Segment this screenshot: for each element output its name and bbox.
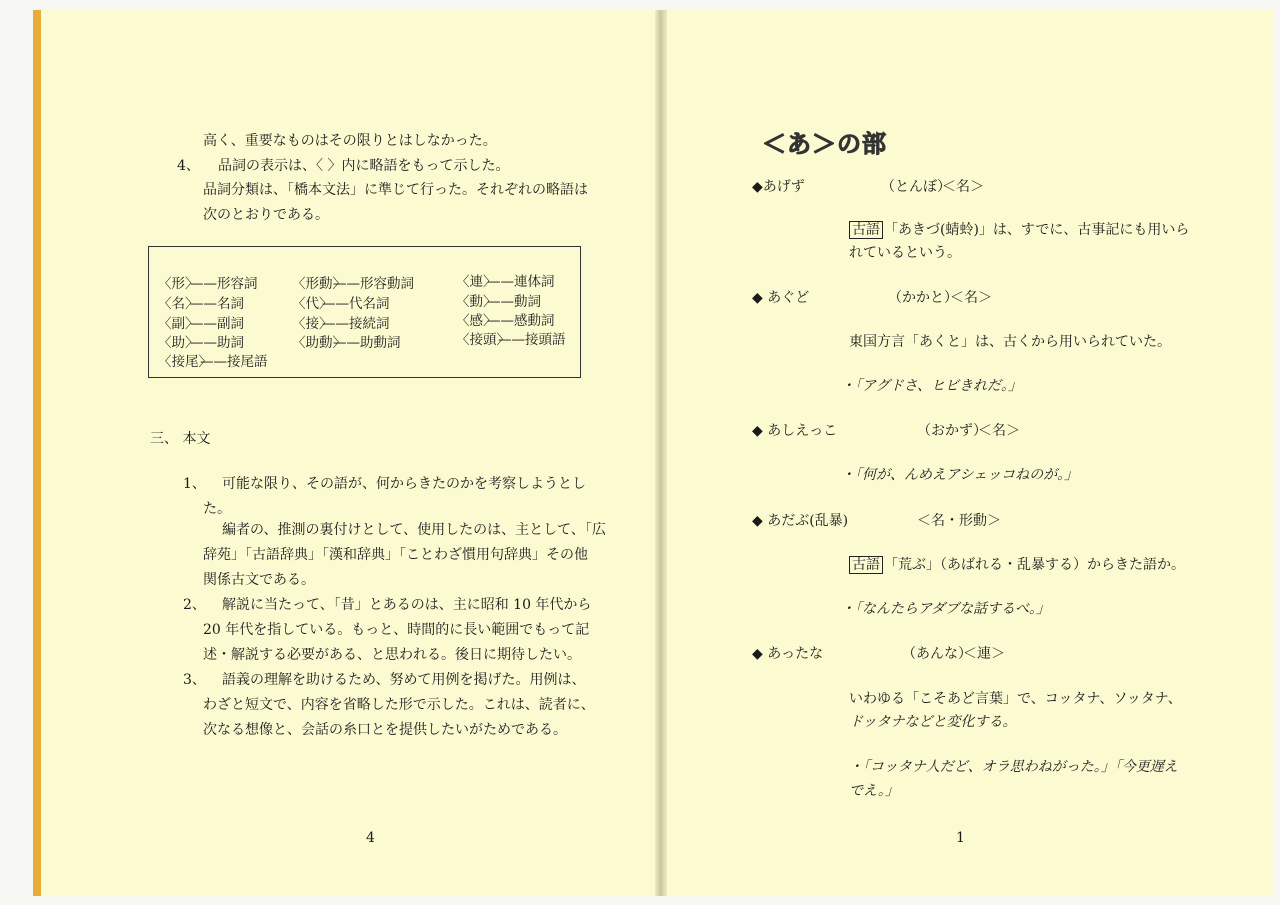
abbr-label: 〈助〉 (158, 335, 199, 351)
abbr-meaning: ——接頭語 (498, 332, 566, 348)
entry-example: でえ。」 (849, 783, 899, 799)
paragraph-line: 解説に当たって、「昔」とあるのは、主に昭和 10 年代から (222, 597, 592, 613)
entry-reading: （かかと） (888, 290, 958, 306)
entry-pos: ＜名＞ (950, 290, 992, 306)
entry-pos: ＜名＞ (978, 423, 1020, 439)
paragraph-line: わざと短文で、内容を省略した形で示した。これは、読者に、 (203, 697, 595, 713)
paragraph-line: 編者の、推測の裏付けとして、使用したのは、主として、「広 (222, 522, 606, 538)
abbr-label: 〈助動〉 (292, 335, 346, 351)
item-number: 2、 (183, 597, 206, 613)
section-heading: 三、 本文 (150, 431, 211, 447)
abbr-label: 〈代〉 (292, 296, 333, 312)
abbr-label: 〈動〉 (456, 294, 497, 310)
abbr-label: 〈感〉 (456, 313, 497, 329)
abbr-meaning: ——形容詞 (190, 276, 258, 292)
entry-explanation: ドッタナなどと変化する。 (849, 714, 1017, 730)
paragraph-line: 関係古文である。 (203, 572, 315, 588)
abbr-label: 〈連〉 (456, 274, 497, 290)
entry-explanation: 東国方言「あくと」は、古くから用いられていた。 (849, 334, 1171, 350)
abbr-label: 〈接〉 (292, 316, 333, 332)
book-gutter (655, 10, 667, 896)
abbr-meaning: ——接続詞 (322, 316, 390, 332)
entry-example: ・「コッタナ人だど、オラ思わねがった。」「今更遅え (849, 759, 1178, 775)
entry-headword: ◆あげず (752, 179, 805, 195)
entry-headword: ◆ あしえっこ (752, 423, 838, 439)
abbr-meaning: ——接尾語 (200, 354, 268, 370)
paragraph-line: 可能な限り、その語が、何からきたのかを考察しようとし (222, 476, 586, 492)
abbr-label: 〈形〉 (158, 276, 199, 292)
item-number: 1、 (183, 476, 206, 492)
abbr-meaning: ——助詞 (190, 335, 244, 351)
abbr-meaning: ——感動詞 (487, 313, 555, 329)
entry-headword: ◆ あぐど (752, 290, 810, 306)
abbr-label: 〈形動〉 (292, 276, 346, 292)
entry-explanation: いわゆる「こそあど言葉」で、コッタナ、ソッタナ、 (849, 691, 1182, 707)
entry-example: ・「なんたらアダブな話するべ。」 (841, 601, 1051, 617)
abbr-label: 〈副〉 (158, 316, 199, 332)
item-number: 3、 (183, 672, 206, 688)
entry-example: ・「何が、んめえアシェッコねのが。」 (841, 467, 1079, 483)
item4-text: 品詞の表示は、〈 〉内に略語をもって示した。 (218, 158, 510, 174)
entry-example: ・「アグドさ、ヒビきれだ。」 (841, 378, 1023, 394)
page-number: 1 (956, 830, 965, 846)
entry-headword: ◆ あったな (752, 646, 824, 662)
intro-line: 高く、重要なものはその限りとはしなかった。 (203, 133, 497, 149)
entry-pos: ＜名＞ (942, 179, 984, 195)
section-title: ＜あ＞の部 (762, 129, 887, 158)
kogo-tag: 古語 (849, 219, 883, 239)
abbr-label: 〈接尾〉 (158, 354, 212, 370)
item4-number: 4、 (177, 158, 200, 174)
abbr-meaning: ——名詞 (190, 296, 244, 312)
abbr-meaning: ——動詞 (487, 294, 541, 310)
entry-explanation: 「あきづ(蜻蛉)」は、すでに、古事記にも用いら (884, 222, 1190, 238)
entry-pos: ＜連＞ (963, 646, 1005, 662)
paragraph-line: た。 (203, 501, 231, 517)
abbr-meaning: ——助動詞 (333, 335, 401, 351)
paragraph-line: 辞苑」「古語辞典」「漢和辞典」「ことわざ慣用句辞典」その他 (203, 547, 588, 563)
abbr-meaning: ——形容動詞 (333, 276, 414, 292)
page-number: 4 (366, 830, 375, 846)
abbr-label: 〈名〉 (158, 296, 199, 312)
abbr-meaning: ——副詞 (190, 316, 244, 332)
abbr-label: 〈接頭〉 (456, 332, 510, 348)
abbr-meaning: ——連体詞 (487, 274, 555, 290)
entry-pos: ＜名・形動＞ (917, 513, 1001, 529)
paragraph-line: 語義の理解を助けるため、努めて用例を掲げた。用例は、 (222, 672, 586, 688)
paragraph-line: 次なる想像と、会話の糸口とを提供したいがためである。 (203, 722, 567, 738)
item4-text: 次のとおりである。 (203, 207, 329, 223)
abbr-meaning: ——代名詞 (322, 296, 390, 312)
entry-reading: （とんぼ） (881, 179, 951, 195)
entry-explanation: れているという。 (849, 245, 961, 261)
item4-text: 品詞分類は、「橋本文法」に準じて行った。それぞれの略語は (203, 182, 588, 198)
entry-reading: （あんな） (902, 646, 972, 662)
entry-reading: （おかず） (917, 423, 987, 439)
paragraph-line: 述・解説する必要がある、と思われる。後日に期待したい。 (203, 647, 581, 663)
entry-headword: ◆ あだぶ(乱暴) (752, 513, 849, 529)
paragraph-line: 20 年代を指している。もっと、時間的に長い範囲でもって記 (203, 622, 590, 638)
entry-explanation: 「荒ぶ」（あばれる・乱暴する）からきた語か。 (884, 557, 1185, 573)
kogo-tag: 古語 (849, 554, 883, 574)
